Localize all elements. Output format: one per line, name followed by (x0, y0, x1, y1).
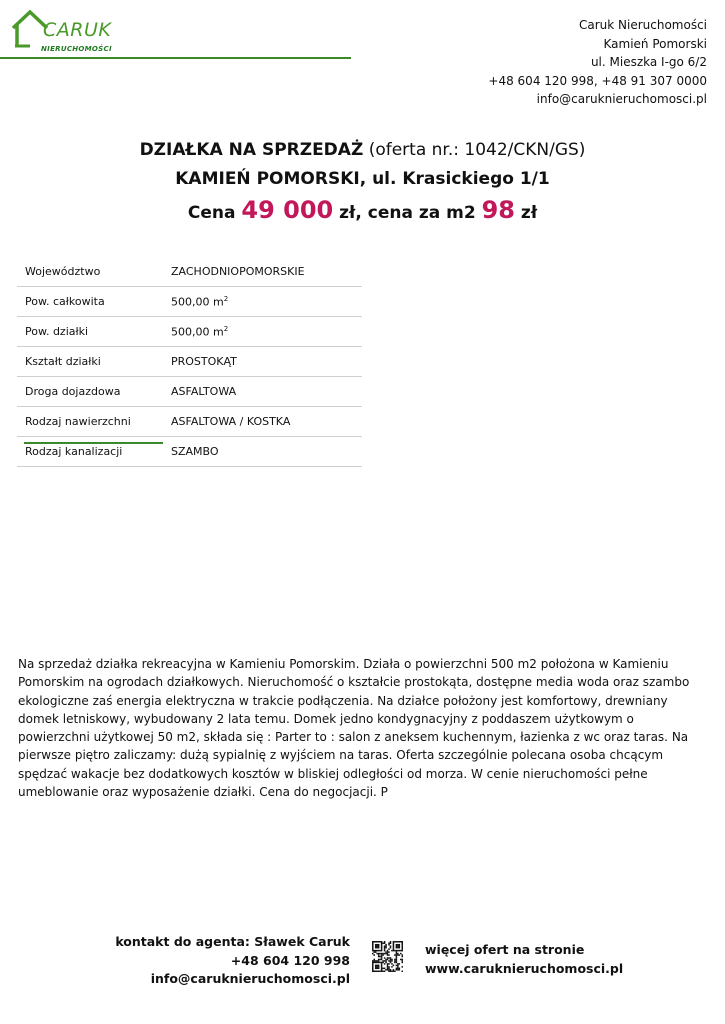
param-value-text: ZACHODNIOPOMORSKIE (171, 265, 305, 278)
agency-street: ul. Mieszka I-go 6/2 (590, 55, 707, 69)
param-value-text: ASFALTOWA / KOSTKA (171, 415, 291, 428)
more-offers-label: więcej ofert na stronie (425, 942, 585, 957)
param-row (17, 347, 362, 377)
offer-number: (oferta nr.: 1042/CKN/GS) (368, 140, 586, 160)
agent-contact (115, 933, 350, 989)
param-value-text: 500,00 m (171, 295, 224, 309)
param-value (171, 377, 362, 407)
website-link[interactable]: www.caruknieruchomosci.pl (425, 960, 624, 976)
param-label: Pow. działki (17, 317, 171, 347)
agent-label: kontakt do agenta: Sławek Caruk (115, 934, 350, 949)
param-row (17, 287, 362, 317)
agency-email[interactable]: info@caruknieruchomosci.pl (536, 92, 707, 106)
header-divider (0, 57, 351, 59)
param-value (171, 317, 362, 347)
qr-code-icon (372, 941, 403, 972)
param-label: Rodzaj nawierzchni (17, 407, 171, 437)
param-row (17, 437, 362, 467)
param-unit-exponent: 2 (223, 294, 229, 303)
param-row (17, 257, 362, 287)
agency-contact (488, 16, 707, 109)
param-row (17, 377, 362, 407)
param-value (171, 407, 362, 437)
offer-location: KAMIEŃ POMORSKI, ul. Krasickiego 1/1 (175, 169, 550, 189)
agency-city: Kamień Pomorski (603, 36, 707, 51)
param-label: Kształt działki (17, 347, 171, 377)
agency-phones: +48 604 120 998, +48 91 307 0000 (488, 73, 707, 88)
price-m2-label: , cena za m2 (355, 203, 476, 223)
param-label: Rodzaj kanalizacji (17, 437, 171, 467)
offer-price-line (0, 194, 725, 229)
offer-heading: DZIAŁKA NA SPRZEDAŻ (139, 140, 364, 160)
offer-title (0, 138, 725, 229)
param-unit-exponent: 2 (223, 324, 229, 333)
param-value (171, 257, 362, 287)
price-label: Cena (187, 203, 236, 223)
param-value-text: PROSTOKĄT (171, 355, 237, 368)
price-m2-currency: zł (520, 203, 538, 223)
price-m2-value: 98 (481, 196, 515, 224)
agent-phone: +48 604 120 998 (230, 952, 350, 968)
param-value-text: 500,00 m (171, 325, 224, 339)
param-label: Droga dojazdowa (17, 377, 171, 407)
agent-email[interactable]: info@caruknieruchomosci.pl (150, 971, 350, 986)
param-value-text: SZAMBO (171, 445, 219, 458)
price-currency: zł (339, 203, 356, 223)
param-label: Województwo (17, 257, 171, 287)
param-value (171, 287, 362, 317)
param-label: Pow. całkowita (17, 287, 171, 317)
offer-description: Na sprzedaż działka rekreacyjna w Kamieniu Pomorskim. Działa o powierzchni 500 m2 położona w Kamieniu Pomorskim na ogrodach działkowych. Nieruchomość o kształcie prostokąta, dostępne media woda oraz szambo ekologiczne zaś energia elektryczna w trakcie podłączenia. Na działce położony jest komfortowy, drewniany domek letniskowy, wybudowany 2 lata temu. Domek jedno kondygnacyjny z poddaszem użytkowym o powierzchni użytkowej 50 m2, składa się : Parter to : salon z aneksem kuchennym, łazienka z wc oraz taras. Na pierwsze piętro zaliczamy: dużą sypialnię z wyjściem na taras. Oferta szczególnie polecana osoba chcącym spędzać wakacje bez dodatkowych kosztów w bliskiej odległości od morza. W cenie nieruchomości pełne umeblowanie oraz wyposażenie działki. Cena do negocjacji. P (18, 657, 690, 800)
param-row (17, 317, 362, 347)
param-row (17, 407, 362, 437)
more-offers (425, 941, 623, 978)
param-value-text: ASFALTOWA (171, 385, 237, 398)
param-value (171, 347, 362, 377)
logo-name: CARUK (43, 19, 112, 41)
logo-subtitle: NIERUCHOMOŚCI (41, 45, 112, 53)
logo (10, 8, 130, 53)
params-table (17, 257, 362, 467)
price-value: 49 000 (241, 196, 334, 224)
agency-name: Caruk Nieruchomości (578, 18, 707, 32)
section-divider (24, 442, 163, 444)
offer-heading-line (0, 138, 725, 162)
param-value (171, 437, 362, 467)
